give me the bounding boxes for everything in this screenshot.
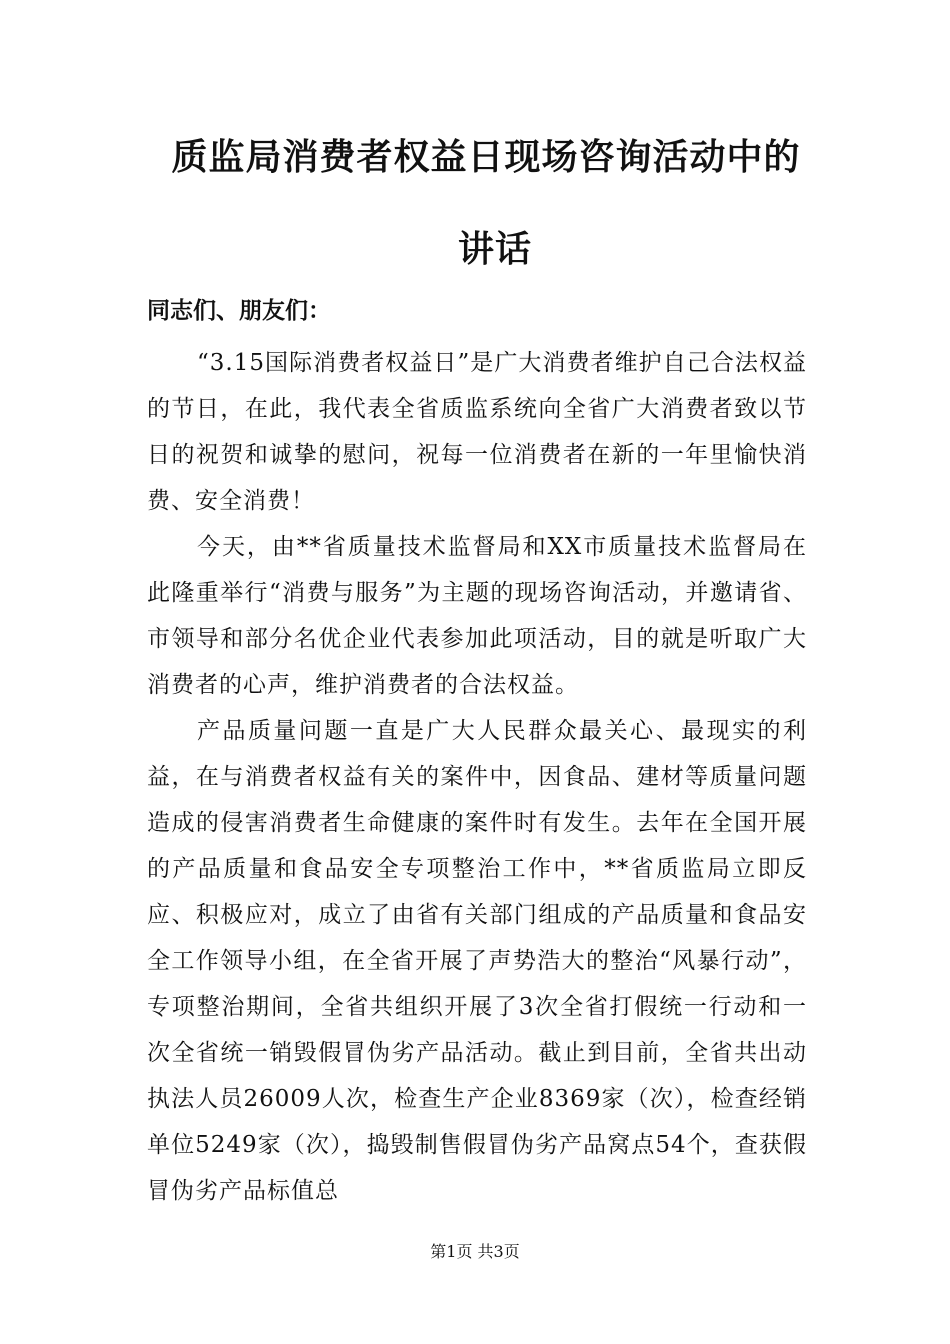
paragraph-3: 产品质量问题一直是广大人民群众最关心、最现实的利益，在与消费者权益有关的案件中，因食品、建材等质量问题造成的侵害消费者生命健康的案件时有发生。去年在全国开展的产品质量和食品安全专项整治工作中，**省质监局立即反应、积极应对，成立了由省有关部门组成的产品质量和食品安全工作领导小组，在全省开展了声势浩大的整治“风暴行动”，专项整治期间，全省共组织开展了3次全省打假统一行动和一次全省统一销毁假冒伪劣产品活动。截止到目前，全省共出动执法人员26009人次，检查生产企业8369家（次），检查经销单位5249家（次），捣毁制售假冒伪劣产品窝点54个，查获假冒伪劣产品标值总 xyxy=(147,718,807,1204)
paragraph-1: “3.15国际消费者权益日”是广大消费者维护自己合法权益的节日，在此，我代表全省质监系统向全省广大消费者致以节日的祝贺和诚挚的慰问，祝每一位消费者在新的一年里愉快消费、安全消费！ xyxy=(147,350,807,514)
paragraph-2: 今天，由**省质量技术监督局和XX市质量技术监督局在此隆重举行“消费与服务”为主题的现场咨询活动，并邀请省、市领导和部分名优企业代表参加此项活动，目的就是听取广大消费者的心声，维护消费者的合法权益。 xyxy=(147,534,807,698)
page-number-footer: 第1页 共3页 xyxy=(430,1242,520,1261)
salutation: 同志们、朋友们： xyxy=(147,298,331,324)
document-title-line-2: 讲话 xyxy=(457,229,532,270)
document-title-line-1: 质监局消费者权益日现场咨询活动中的 xyxy=(171,137,801,178)
document-body xyxy=(147,340,807,1214)
